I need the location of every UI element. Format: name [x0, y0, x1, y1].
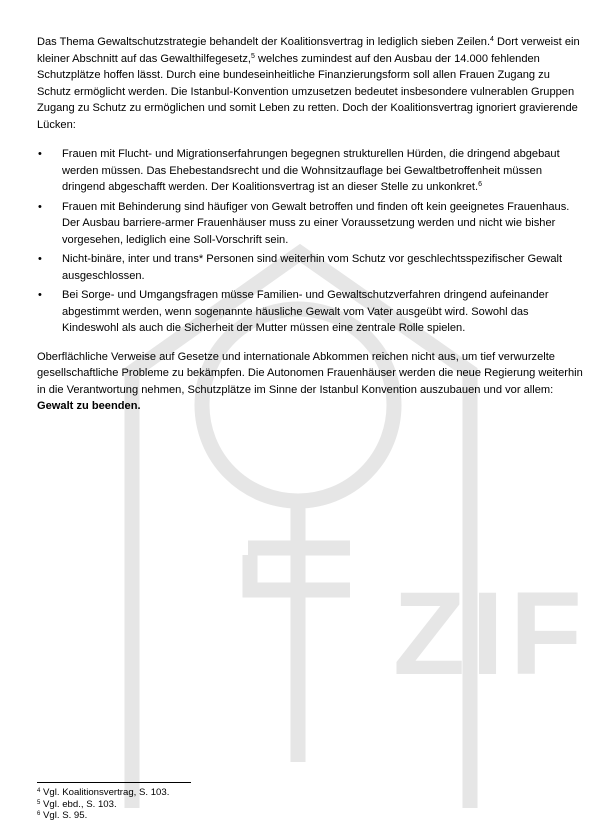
list-item-text: Nicht-binäre, inter und trans* Personen sind weiterhin vom Schutz vor geschlechtsspezifischer Gewalt ausgeschlossen. [62, 253, 563, 282]
footnote-ref-5[interactable]: 5 [250, 52, 255, 60]
footnote-6 [37, 810, 597, 822]
zif-letters: ZIF [393, 568, 588, 700]
footnote-divider [37, 782, 191, 783]
footnote-ref-6[interactable]: 6 [478, 181, 482, 188]
footnote-4 [37, 787, 597, 799]
list-item-text: Bei Sorge- und Umgangsfragen müsse Familien- und Gewaltschutzverfahren dringend aufeinander abgestimmt werden, wenn sogenannte häusliche Gewalt vom Vater ausgeübt wird. Sowohl das Kindeswohl als auch die Sicherheit der Mutter müssen eine zentrale Rolle spielen. [62, 289, 549, 334]
footnote-5 [37, 799, 597, 811]
list-item [37, 287, 583, 337]
closing-bold-statement: Gewalt zu beenden. [37, 400, 141, 412]
list-item-text: Frauen mit Behinderung sind häufiger von Gewalt betroffen und finden oft kein geeignetes Frauenhaus. Der Ausbau barriere-armer Frauenhäuser muss zu einer Voraussetzung werden und nicht wie bisher vorgesehen, lediglich eine Soll-Vorschrift sein. [62, 200, 570, 246]
intro-text-3: welches zumindest auf den Ausbau der 14.000 fehlenden Schutzplätze hoffen lässt. Durch eine bundeseinheitliche Finanzierungsform soll allen Frauen Zugang zu Schutz ermöglicht werden. Die Istanbul-Konvention umzusetzen bedeutet insbesondere vulnerablen Gruppen Zugang zu Schutz zu ermöglichen und somit Leben zu retten. Doch der Koalitionsvertrag ignoriert gravierende Lücken: [37, 52, 578, 131]
bullet-icon: • [38, 253, 42, 265]
list-item [37, 199, 583, 249]
footnote-number: 6 [37, 811, 41, 817]
document-body [37, 34, 583, 415]
closing-paragraph [37, 349, 583, 415]
intro-paragraph [37, 34, 583, 133]
intro-text-2: Dort verweist ein kleiner Abschnitt auf das Gewalthilfegesetz, [37, 36, 580, 65]
closing-text: Oberflächliche Verweise auf Gesetze und internationale Abkommen reichen nicht aus, um tief verwurzelte gesellschaftliche Probleme zu bekämpfen. Die Autonomen Frauenhäuser werden die neue Regierung weiterhin in die Verantwortung nehmen, Schutzplätze im Sinne der Istanbul Konvention auszubauen und vor allem: [37, 350, 583, 396]
footnote-text: Vgl. Koalitionsvertrag, S. 103. [40, 787, 170, 798]
gap-list [37, 146, 583, 337]
venus-base [250, 555, 350, 590]
footnote-number: 4 [37, 788, 41, 794]
footnote-text: Vgl. S. 95. [40, 810, 88, 821]
footnote-text: Vgl. ebd., S. 103. [40, 798, 117, 810]
footnote-number: 5 [37, 799, 41, 806]
footnotes [37, 782, 597, 822]
bullet-icon: • [38, 148, 42, 160]
bullet-icon: • [38, 200, 42, 213]
footnote-ref-4[interactable]: 4 [490, 36, 494, 43]
list-item-text: Frauen mit Flucht- und Migrationserfahrungen begegnen strukturellen Hürden, die dringend abgebaut werden müssen. Das Ehebestandsrecht und die Wohnsitzauflage bei Gewaltbetroffenheit müssen dringend abgeschafft werden. Der Koalitionsvertrag ist an dieser Stelle zu unkonkret. [62, 148, 560, 193]
intro-text-1: Das Thema Gewaltschutzstrategie behandelt der Koalitionsvertrag in lediglich sieben Zeilen. [37, 36, 491, 48]
list-item [37, 251, 583, 284]
bullet-icon: • [38, 289, 42, 301]
list-item [37, 146, 583, 196]
